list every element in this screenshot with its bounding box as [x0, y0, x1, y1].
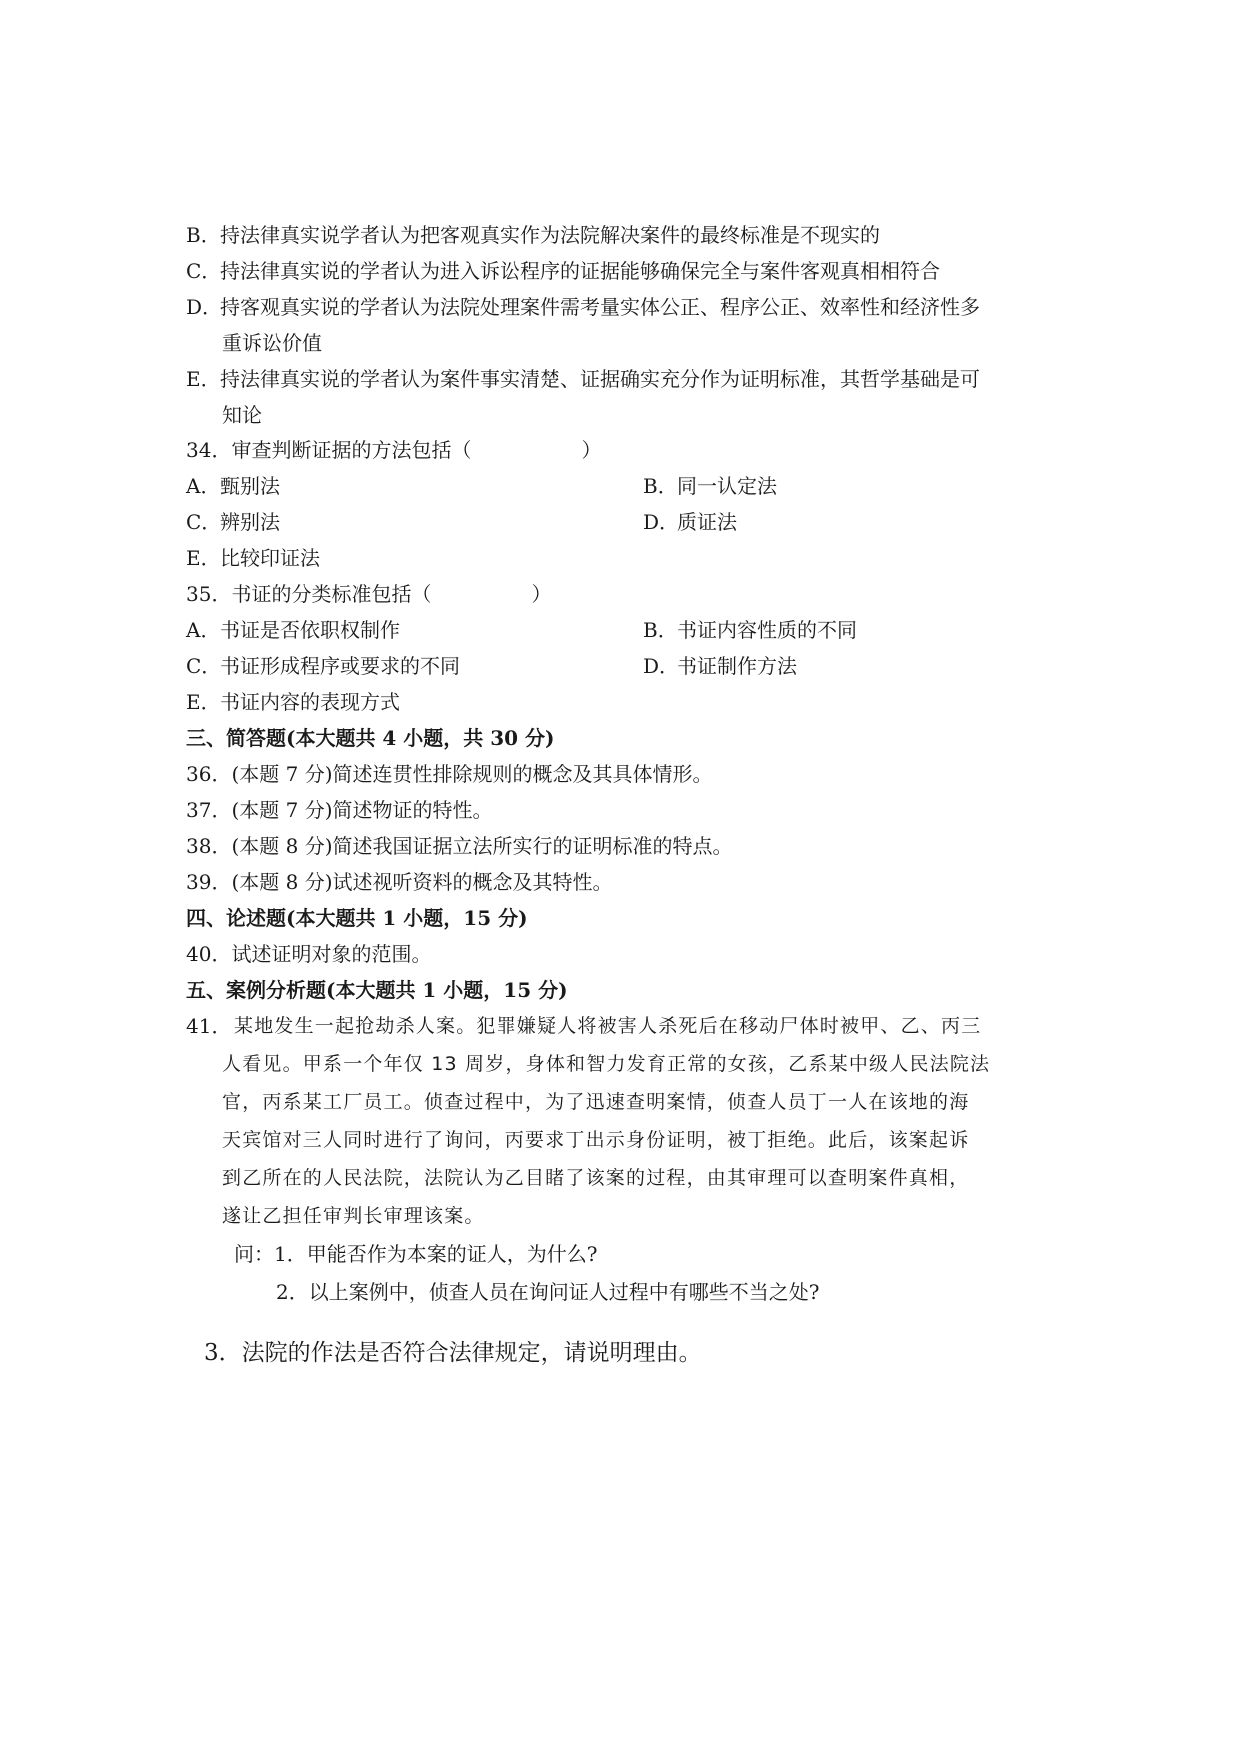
q35-option-b	[643, 617, 857, 643]
paren-close: ）	[581, 438, 602, 462]
q33-option-d-cont: 重诉讼价值	[222, 331, 322, 355]
case-text-line: 人看见。甲系一个年仅 13 周岁，身体和智力发育正常的女孩，乙系某中级人民法院法	[222, 1053, 991, 1075]
option-label: A．	[186, 618, 221, 642]
q33-option-c	[186, 258, 940, 284]
q34-option-d	[643, 509, 737, 535]
option-label: D．	[643, 510, 680, 534]
q33-option-b	[186, 222, 880, 248]
option-text: 质证法	[677, 510, 737, 534]
question-number: 34．	[186, 438, 232, 462]
option-label: E．	[186, 690, 221, 714]
option-label: C．	[186, 654, 222, 678]
q35-option-a	[186, 617, 400, 643]
question-39: 39．(本题 8 分)试述视听资料的概念及其特性。	[186, 870, 613, 894]
paren-close: ）	[531, 582, 552, 606]
option-text: 持法律真实说的学者认为进入诉讼程序的证据能够确保完全与案件客观真相相符合	[220, 259, 940, 283]
question-41-ask-1: 问：1．甲能否作为本案的证人，为什么?	[234, 1242, 598, 1266]
q35-option-d	[643, 653, 797, 679]
q34-option-c	[186, 509, 280, 535]
q34-option-a	[186, 473, 280, 499]
option-text: 辨别法	[220, 510, 280, 534]
option-label: B．	[643, 474, 678, 498]
q34-option-b	[643, 473, 777, 499]
case-text-line: 到乙所在的人民法院，法院认为乙目睹了该案的过程，由其审理可以查明案件真相，	[222, 1167, 970, 1189]
section-4-title: 四、论述题(本大题共 1 小题，15 分)	[186, 906, 528, 930]
case-text-line: 遂让乙担任审判长审理该案。	[222, 1205, 485, 1227]
question-text: 书证的分类标准包括（	[231, 582, 432, 606]
option-label: C．	[186, 259, 222, 283]
question-38: 38．(本题 8 分)简述我国证据立法所实行的证明标准的特点。	[186, 834, 733, 858]
option-text: 比较印证法	[220, 546, 320, 570]
case-text-line: 官，丙系某工厂员工。侦查过程中，为了迅速查明案情，侦查人员丁一人在该地的海	[222, 1091, 970, 1113]
question-37: 37．(本题 7 分)简述物证的特性。	[186, 798, 493, 822]
q35-option-e	[186, 689, 400, 715]
option-label: B．	[186, 223, 221, 247]
question-41-number: 41．	[186, 1014, 232, 1038]
section-3-title: 三、简答题(本大题共 4 小题，共 30 分)	[186, 726, 555, 750]
option-label: C．	[186, 510, 222, 534]
option-text: 书证内容性质的不同	[677, 618, 857, 642]
question-41-ask-2: 2．以上案例中，侦查人员在询问证人过程中有哪些不当之处?	[276, 1280, 820, 1304]
question-text: 审查判断证据的方法包括（	[231, 438, 472, 462]
option-text: 持法律真实说的学者认为案件事实清楚、证据确实充分作为证明标准，其哲学基础是可	[220, 367, 980, 391]
case-text-line: 天宾馆对三人同时进行了询问，丙要求丁出示身份证明，被丁拒绝。此后，该案起诉	[222, 1129, 970, 1151]
q33-option-e-cont: 知论	[222, 403, 262, 427]
option-label: E．	[186, 546, 221, 570]
q33-option-e	[186, 366, 980, 392]
option-label: D．	[643, 654, 680, 678]
question-40: 40．试述证明对象的范围。	[186, 942, 432, 966]
option-text: 书证是否依职权制作	[220, 618, 400, 642]
option-text: 持客观真实说的学者认为法院处理案件需考量实体公正、程序公正、效率性和经济性多	[220, 295, 980, 319]
question-36: 36．(本题 7 分)简述连贯性排除规则的概念及其具体情形。	[186, 762, 713, 786]
option-text: 持法律真实说学者认为把客观真实作为法院解决案件的最终标准是不现实的	[220, 223, 880, 247]
option-label: D．	[186, 295, 223, 319]
option-text: 甄别法	[220, 474, 280, 498]
q35-option-c	[186, 653, 460, 679]
option-label: E．	[186, 367, 221, 391]
case-text-line: 某地发生一起抢劫杀人案。犯罪嫌疑人将被害人杀死后在移动尸体时被甲、乙、丙三	[234, 1015, 982, 1037]
section-5-title: 五、案例分析题(本大题共 1 小题，15 分)	[186, 978, 568, 1002]
option-text: 书证制作方法	[677, 654, 797, 678]
option-text: 同一认定法	[677, 474, 777, 498]
q35-stem	[186, 581, 551, 607]
option-text: 书证内容的表现方式	[220, 690, 400, 714]
option-label: B．	[643, 618, 678, 642]
q33-option-d	[186, 294, 980, 320]
q34-option-e	[186, 545, 320, 571]
option-text: 书证形成程序或要求的不同	[220, 654, 460, 678]
option-label: A．	[186, 474, 221, 498]
question-number: 35．	[186, 582, 232, 606]
question-41-ask-3: 3．法院的作法是否符合法律规定，请说明理由。	[204, 1340, 702, 1366]
q34-stem	[186, 437, 601, 463]
